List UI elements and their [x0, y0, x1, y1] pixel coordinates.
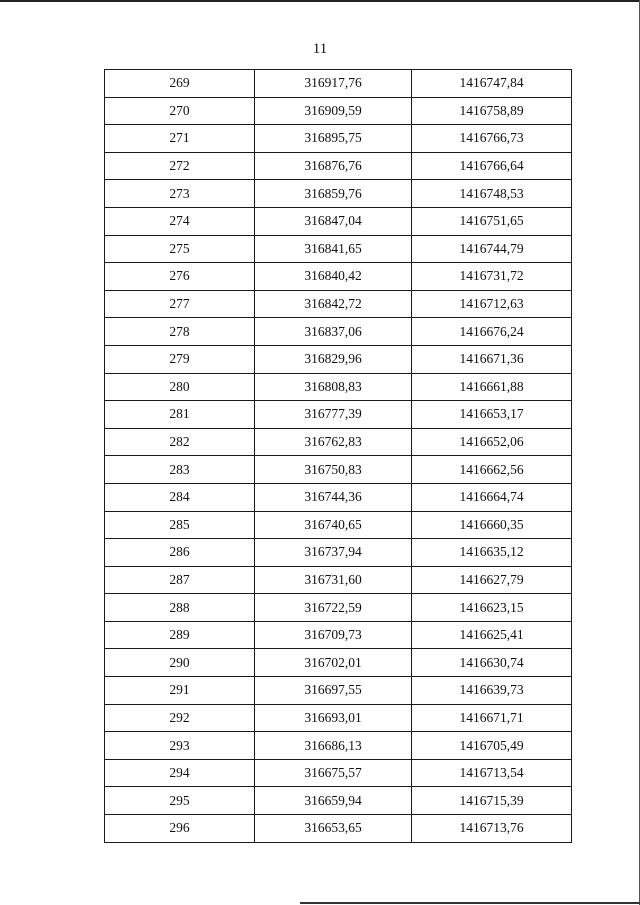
x-coordinate-cell: 316737,94: [255, 539, 412, 567]
point-number-cell: 274: [105, 207, 255, 235]
point-number-cell: 282: [105, 428, 255, 456]
x-coordinate-cell: 316777,39: [255, 401, 412, 429]
table-row: [105, 483, 572, 511]
table-row: [105, 621, 572, 649]
point-number-cell: 283: [105, 456, 255, 484]
table-row: [105, 815, 572, 843]
x-coordinate-cell: 316840,42: [255, 263, 412, 291]
table-row: [105, 373, 572, 401]
table-row: [105, 235, 572, 263]
table-row: [105, 649, 572, 677]
point-number-cell: 272: [105, 152, 255, 180]
point-number-cell: 290: [105, 649, 255, 677]
y-coordinate-cell: 1416625,41: [412, 621, 572, 649]
point-number-cell: 286: [105, 539, 255, 567]
x-coordinate-cell: 316837,06: [255, 318, 412, 346]
x-coordinate-cell: 316697,55: [255, 677, 412, 705]
x-coordinate-cell: 316693,01: [255, 704, 412, 732]
scan-border-bottom: [300, 902, 640, 904]
y-coordinate-cell: 1416627,79: [412, 566, 572, 594]
point-number-cell: 285: [105, 511, 255, 539]
x-coordinate-cell: 316841,65: [255, 235, 412, 263]
table-row: [105, 152, 572, 180]
y-coordinate-cell: 1416748,53: [412, 180, 572, 208]
x-coordinate-cell: 316917,76: [255, 70, 412, 98]
x-coordinate-cell: 316909,59: [255, 97, 412, 125]
point-number-cell: 269: [105, 70, 255, 98]
x-coordinate-cell: 316709,73: [255, 621, 412, 649]
point-number-cell: 280: [105, 373, 255, 401]
point-number-cell: 281: [105, 401, 255, 429]
table-row: [105, 566, 572, 594]
y-coordinate-cell: 1416713,54: [412, 759, 572, 787]
y-coordinate-cell: 1416676,24: [412, 318, 572, 346]
point-number-cell: 289: [105, 621, 255, 649]
table-row: [105, 290, 572, 318]
point-number-cell: 293: [105, 732, 255, 760]
point-number-cell: 288: [105, 594, 255, 622]
point-number-cell: 284: [105, 483, 255, 511]
y-coordinate-cell: 1416671,36: [412, 345, 572, 373]
x-coordinate-cell: 316686,13: [255, 732, 412, 760]
x-coordinate-cell: 316847,04: [255, 207, 412, 235]
table-row: [105, 539, 572, 567]
table-row: [105, 456, 572, 484]
y-coordinate-cell: 1416639,73: [412, 677, 572, 705]
table-row: [105, 207, 572, 235]
table-row: [105, 677, 572, 705]
x-coordinate-cell: 316895,75: [255, 125, 412, 153]
table-row: [105, 263, 572, 291]
point-number-cell: 295: [105, 787, 255, 815]
table-row: [105, 345, 572, 373]
x-coordinate-cell: 316876,76: [255, 152, 412, 180]
y-coordinate-cell: 1416766,73: [412, 125, 572, 153]
x-coordinate-cell: 316808,83: [255, 373, 412, 401]
table-row: [105, 732, 572, 760]
x-coordinate-cell: 316762,83: [255, 428, 412, 456]
y-coordinate-cell: 1416766,64: [412, 152, 572, 180]
y-coordinate-cell: 1416662,56: [412, 456, 572, 484]
y-coordinate-cell: 1416715,39: [412, 787, 572, 815]
table-row: [105, 97, 572, 125]
point-number-cell: 276: [105, 263, 255, 291]
coordinates-table-body: [105, 70, 572, 843]
y-coordinate-cell: 1416660,35: [412, 511, 572, 539]
point-number-cell: 278: [105, 318, 255, 346]
point-number-cell: 273: [105, 180, 255, 208]
point-number-cell: 292: [105, 704, 255, 732]
y-coordinate-cell: 1416744,79: [412, 235, 572, 263]
y-coordinate-cell: 1416635,12: [412, 539, 572, 567]
y-coordinate-cell: 1416747,84: [412, 70, 572, 98]
table-row: [105, 704, 572, 732]
x-coordinate-cell: 316731,60: [255, 566, 412, 594]
point-number-cell: 277: [105, 290, 255, 318]
x-coordinate-cell: 316842,72: [255, 290, 412, 318]
point-number-cell: 294: [105, 759, 255, 787]
table-row: [105, 511, 572, 539]
x-coordinate-cell: 316744,36: [255, 483, 412, 511]
point-number-cell: 271: [105, 125, 255, 153]
point-number-cell: 291: [105, 677, 255, 705]
x-coordinate-cell: 316740,65: [255, 511, 412, 539]
y-coordinate-cell: 1416705,49: [412, 732, 572, 760]
y-coordinate-cell: 1416712,63: [412, 290, 572, 318]
table-row: [105, 428, 572, 456]
y-coordinate-cell: 1416671,71: [412, 704, 572, 732]
y-coordinate-cell: 1416652,06: [412, 428, 572, 456]
table-row: [105, 318, 572, 346]
y-coordinate-cell: 1416630,74: [412, 649, 572, 677]
y-coordinate-cell: 1416623,15: [412, 594, 572, 622]
x-coordinate-cell: 316659,94: [255, 787, 412, 815]
y-coordinate-cell: 1416758,89: [412, 97, 572, 125]
page-number: 11: [312, 41, 328, 57]
point-number-cell: 296: [105, 815, 255, 843]
y-coordinate-cell: 1416653,17: [412, 401, 572, 429]
x-coordinate-cell: 316702,01: [255, 649, 412, 677]
x-coordinate-cell: 316750,83: [255, 456, 412, 484]
table-row: [105, 787, 572, 815]
table-row: [105, 70, 572, 98]
x-coordinate-cell: 316859,76: [255, 180, 412, 208]
point-number-cell: 287: [105, 566, 255, 594]
point-number-cell: 270: [105, 97, 255, 125]
y-coordinate-cell: 1416664,74: [412, 483, 572, 511]
coordinates-table: [104, 69, 572, 843]
y-coordinate-cell: 1416661,88: [412, 373, 572, 401]
x-coordinate-cell: 316722,59: [255, 594, 412, 622]
table-row: [105, 594, 572, 622]
scan-border-top: [0, 0, 640, 2]
x-coordinate-cell: 316675,57: [255, 759, 412, 787]
table-row: [105, 180, 572, 208]
x-coordinate-cell: 316653,65: [255, 815, 412, 843]
table-row: [105, 401, 572, 429]
y-coordinate-cell: 1416751,65: [412, 207, 572, 235]
y-coordinate-cell: 1416731,72: [412, 263, 572, 291]
table-row: [105, 759, 572, 787]
table-row: [105, 125, 572, 153]
x-coordinate-cell: 316829,96: [255, 345, 412, 373]
y-coordinate-cell: 1416713,76: [412, 815, 572, 843]
point-number-cell: 279: [105, 345, 255, 373]
point-number-cell: 275: [105, 235, 255, 263]
